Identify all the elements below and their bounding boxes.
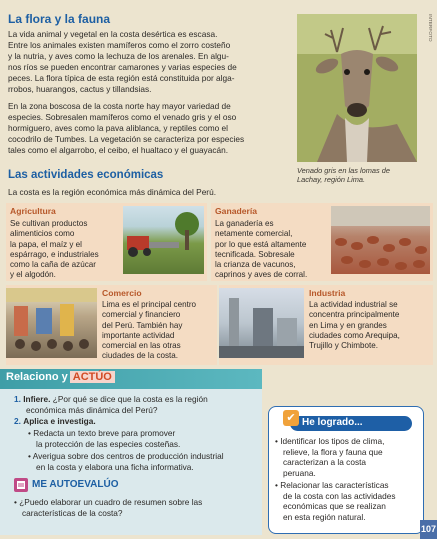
act-line: espárrago, e industriales [10, 249, 99, 259]
logrado-item-2 [275, 480, 421, 522]
relaciono-bullet-1 [28, 428, 260, 449]
comercio-text [102, 300, 216, 362]
item-label: Infiere. [23, 394, 51, 404]
act-line: importante actividad [102, 330, 175, 340]
act-line: netamente comercial, [215, 229, 293, 239]
bullet-text: Redacta un texto breve para promover [33, 428, 176, 438]
photo-caption [297, 166, 417, 184]
item-label: Aplica e investiga. [23, 416, 96, 426]
page-number: 107 [421, 524, 437, 534]
act-line: comercial en las otras [102, 341, 181, 351]
photo-credit: INTERFOTO [427, 14, 432, 42]
logrado-text: Identificar los tipos de clima, [280, 436, 385, 446]
autoevaluo-title: ME AUTOEVALÚO [32, 479, 119, 490]
item-number: 1. [14, 394, 21, 404]
bullet-line: en la costa y elabora una ficha informativa. [36, 461, 194, 472]
relaciono-item-2 [14, 416, 260, 427]
deer-illustration [297, 14, 417, 162]
ganaderia-title: Ganadería [215, 206, 258, 216]
act-line: alimenticios como [10, 229, 75, 239]
agricultura-title: Agricultura [10, 206, 56, 216]
flora-line: nos ríos se pueden encontrar camarones y varias especies de [8, 62, 237, 72]
ganaderia-text [215, 219, 333, 281]
autoevaluo-icon [14, 478, 28, 492]
caption-line: Venado gris en las lomas de [297, 166, 390, 175]
act-line: en Lima y en grandes [309, 320, 387, 330]
act-line: Lima es el principal centro [102, 300, 197, 309]
flora-paragraph-2 [8, 101, 290, 156]
logrado-text: Relacionar las características [280, 480, 389, 490]
question-line: características de la costa? [22, 507, 123, 518]
agricultura-photo [123, 206, 204, 274]
industria-title: Industria [309, 288, 346, 298]
flora-line: hormiguero, aves como la pava aliblanca, y reptiles como el [8, 123, 228, 133]
bullet-text: Averigua sobre dos centros de producción industrial [32, 451, 224, 461]
comercio-title: Comercio [102, 288, 142, 298]
agricultura-text [10, 219, 128, 281]
flora-heading: La flora y la fauna [8, 12, 111, 26]
logrado-line: caracterizan a la costa [283, 457, 367, 467]
factory-illustration [219, 288, 304, 358]
flora-line: rrobos, huarangos, cactus y tillandsias. [8, 84, 152, 94]
logrado-line: relieve, la flora y fauna que [283, 446, 383, 457]
flora-line: La vida animal y vegetal en la costa desértica es escasa. [8, 29, 218, 39]
logrado-line: de la costa con las actividades [283, 490, 396, 501]
logrado-line: económicas que se realizan [283, 501, 386, 511]
autoevaluo-question [14, 497, 260, 518]
logrado-line: peruana. [283, 467, 316, 478]
question-text: ¿Puedo elaborar un cuadro de resumen sobre las [19, 497, 203, 507]
question-line: • ¿Puedo elaborar un cuadro de resumen sobre las [14, 497, 203, 507]
act-line: concentra principalmente [309, 310, 400, 320]
actuo-label: ACTÚO [70, 371, 115, 383]
act-line: por lo que está altamente [215, 239, 307, 249]
act-line: Trujillo y Chimbote. [309, 341, 378, 351]
ganaderia-photo [331, 206, 430, 274]
relaciono-item-1 [14, 394, 260, 415]
act-line: la papa, el maíz y el [10, 239, 82, 249]
flora-line: tales como el algarrobo, el ceibo, el hualtaco y el guayacán. [8, 145, 229, 155]
market-illustration [6, 288, 97, 358]
act-line: tecnificada. Sobresale [215, 249, 295, 259]
deer-photo [297, 14, 417, 162]
act-line: ciudades como Arequipa, [309, 330, 400, 340]
logrado-item-1 [275, 436, 421, 478]
act-line: ciudades de la costa. [102, 351, 179, 361]
relaciono-title-text: Relaciono y [6, 371, 68, 383]
flora-paragraph-1 [8, 29, 290, 95]
flora-line: Entre los animales existen mamíferos como el zorro costeño [8, 40, 231, 50]
act-line: y el algodón. [10, 270, 56, 280]
act-line: Se cultivan productos [10, 219, 88, 228]
flora-line: y la nutria, y aves como la lechuza de los arenales. En algu- [8, 51, 229, 61]
caption-line: Lachay, región Lima. [297, 175, 366, 184]
act-line: comercial y financiero [102, 310, 181, 320]
item-2-line [14, 416, 260, 427]
act-line: caprinos y aves de corral. [215, 270, 308, 280]
industria-text [309, 300, 429, 351]
logrado-line: en esta región natural. [283, 511, 366, 522]
item-1-line-2: económica más dinámica del Perú? [26, 404, 158, 415]
act-line: La actividad industrial se [309, 300, 398, 309]
flora-line: cocodrilo de Tumbes. La vegetación se caracteriza por especies [8, 134, 245, 144]
bullet-line: • Redacta un texto breve para promover [28, 428, 176, 438]
logrado-title: He logrado... [302, 417, 363, 428]
relaciono-bullet-2 [28, 451, 260, 472]
act-line: La ganadería es [215, 219, 274, 228]
bullet-line: la protección de las especies costeñas. [36, 438, 181, 449]
activities-heading: Las actividades económicas [8, 169, 164, 181]
activities-intro: La costa es la región económica más dinámica del Perú. [8, 187, 216, 197]
act-line: del Perú. También hay [102, 320, 183, 330]
act-line: como la caña de azúcar [10, 260, 96, 270]
poultry-illustration [331, 206, 430, 274]
item-number: 2. [14, 416, 21, 426]
flora-line: especies. Sobresalen mamíferos como el venado gris y el oso [8, 112, 237, 122]
comercio-photo [6, 288, 97, 358]
tractor-illustration [123, 206, 204, 274]
logrado-line: • Relacionar las características [275, 480, 389, 490]
flora-line: peces. La flora típica de esta región está constituida por alga- [8, 73, 235, 83]
item-1-line [14, 394, 260, 405]
industria-photo [219, 288, 304, 358]
relaciono-title [6, 371, 115, 383]
logrado-line: • Identificar los tipos de clima, [275, 436, 385, 446]
act-line: la crianza de vacunos, [215, 260, 296, 270]
notebook-icon [14, 478, 28, 492]
item-text: ¿Por qué se dice que la costa es la región [50, 394, 208, 404]
bullet-line: • Averigua sobre dos centros de producción industrial [28, 451, 224, 461]
star-icon: ✔ [283, 410, 299, 426]
flora-line: En la zona boscosa de la costa norte hay mayor variedad de [8, 101, 231, 111]
